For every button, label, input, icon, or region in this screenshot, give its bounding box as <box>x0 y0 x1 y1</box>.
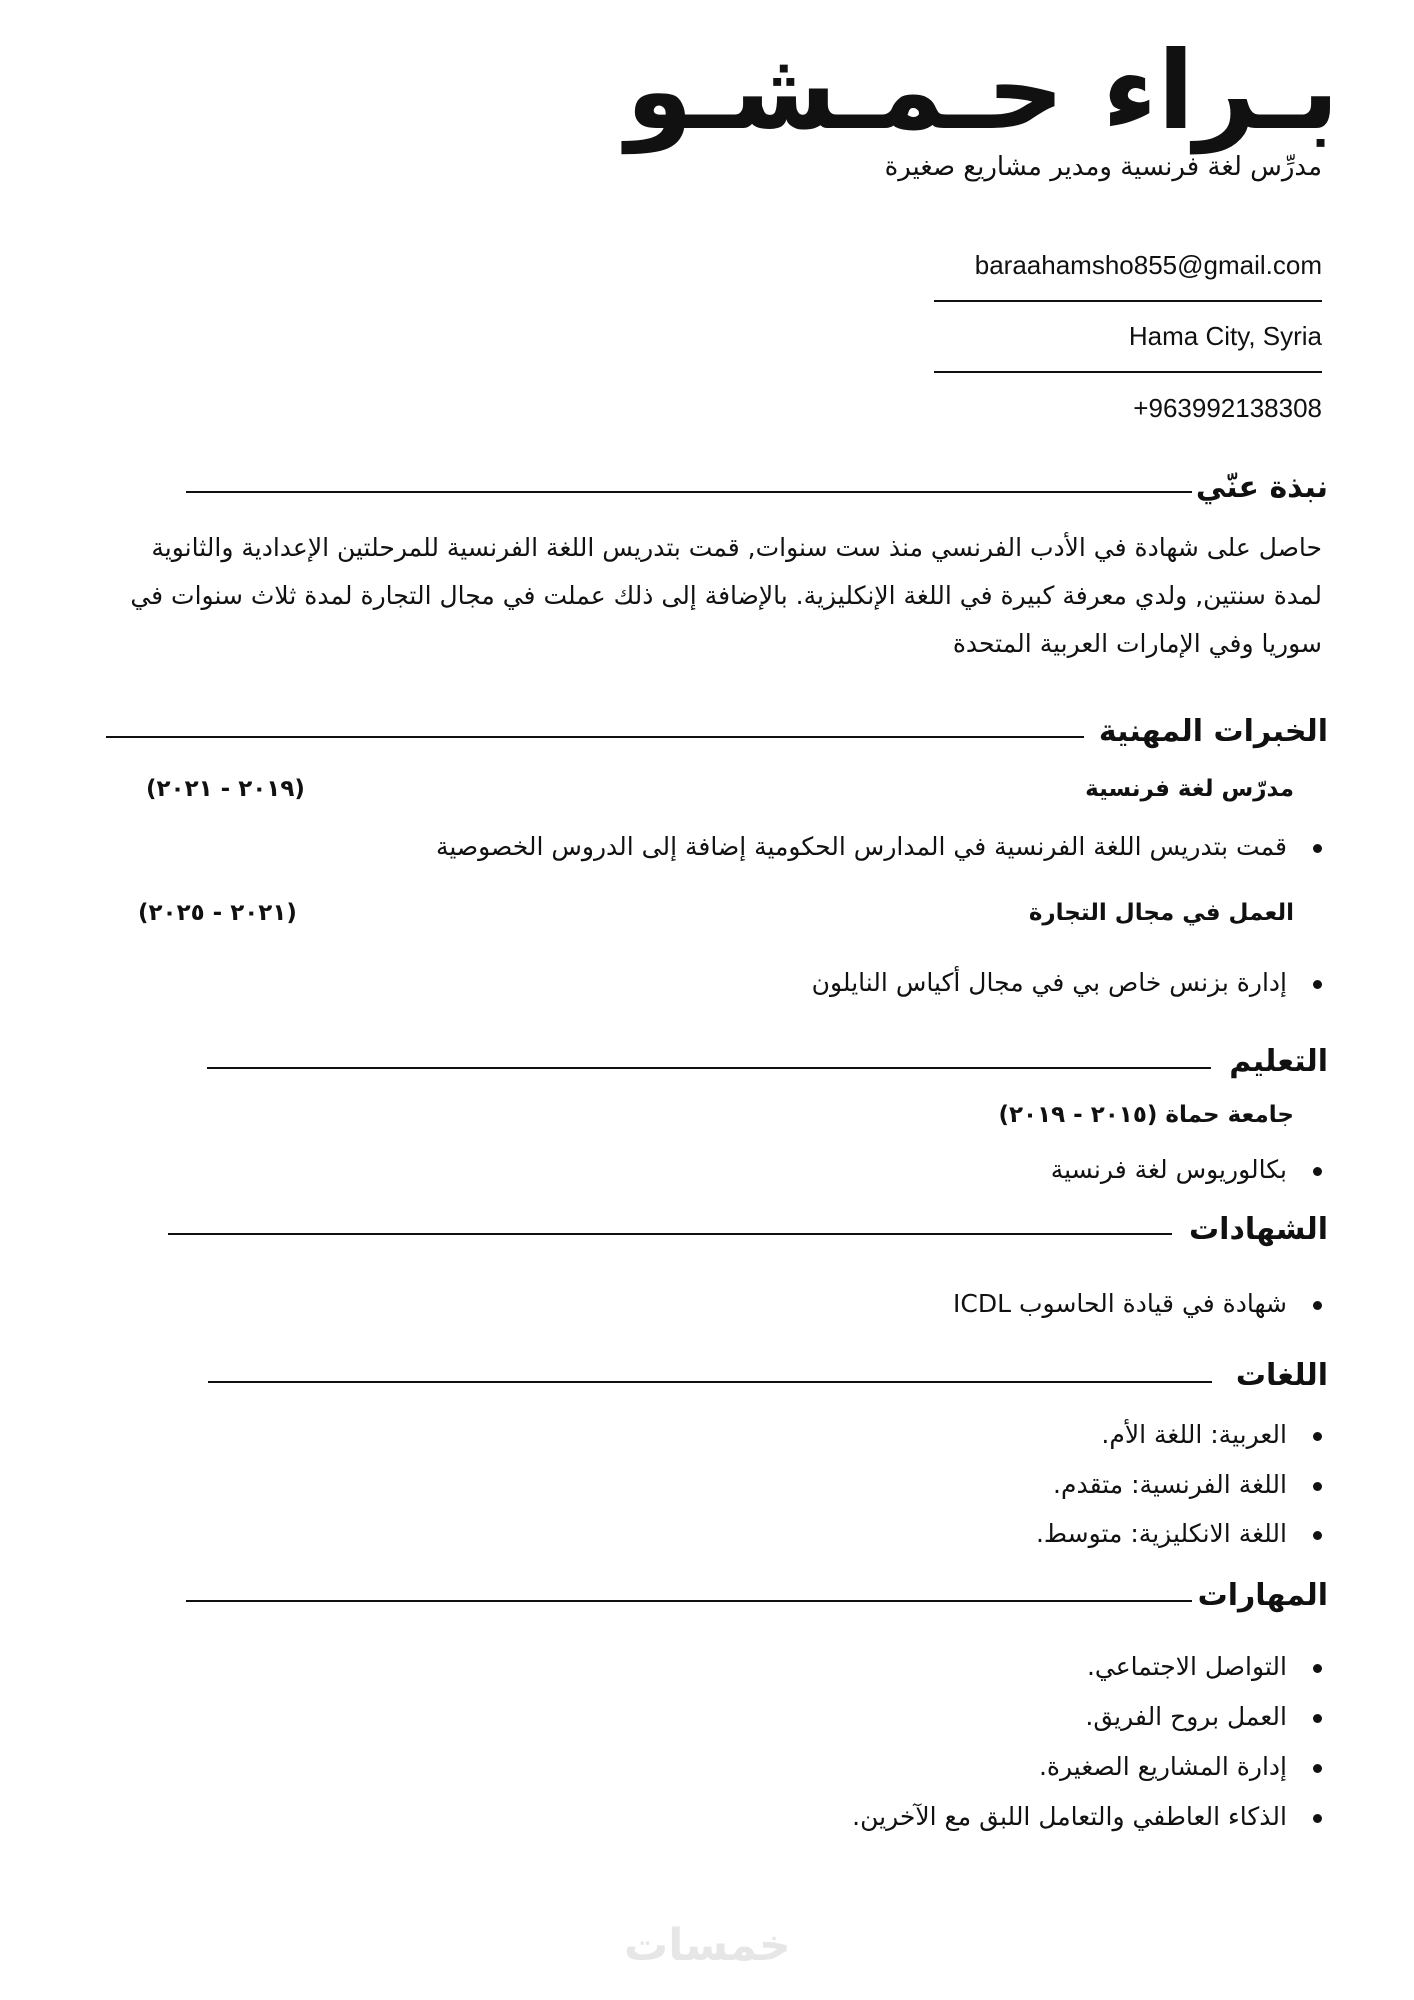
location: Hama City, Syria <box>1128 321 1322 351</box>
list-item: إدارة بزنس خاص بي في مجال أكياس النايلون <box>812 968 1322 997</box>
list-item: التواصل الاجتماعي. <box>1087 1652 1322 1681</box>
bullet-icon <box>1313 1764 1322 1773</box>
list-item: الذكاء العاطفي والتعامل اللبق مع الآخرين. <box>852 1802 1322 1831</box>
bullet-icon <box>1313 1301 1322 1310</box>
section-title-experience: الخبرات المهنية <box>1098 714 1328 749</box>
bullet-icon <box>1313 1482 1322 1491</box>
job-title: العمل في مجال التجارة <box>1028 900 1294 926</box>
section-title-about: نبذة عنّي <box>1195 470 1328 505</box>
bullet-icon <box>1313 1432 1322 1441</box>
list-item: إدارة المشاريع الصغيرة. <box>1039 1752 1322 1781</box>
section-divider <box>186 491 1192 493</box>
about-line: لمدة سنتين, ولدي معرفة كبيرة في اللغة الإنكليزية. بالإضافة إلى ذلك عملت في مجال التجارة لمدة ثلاث سنوات في <box>130 581 1322 610</box>
list-item: شهادة في قيادة الحاسوب ICDL <box>953 1289 1322 1318</box>
job-date: (٢٠٢١ - ٢٠٢٥) <box>138 900 297 926</box>
bullet-icon <box>1313 1167 1322 1176</box>
bullet-icon <box>1313 1664 1322 1673</box>
list-item: العمل بروح الفريق. <box>1085 1702 1322 1731</box>
section-title-skills: المهارات <box>1197 1578 1328 1613</box>
list-item: بكالوريوس لغة فرنسية <box>1051 1155 1322 1184</box>
candidate-name: بـراء حـمـشـو <box>625 29 1339 154</box>
bullet-icon <box>1313 1714 1322 1723</box>
bullet-icon <box>1313 980 1322 989</box>
contact-divider <box>934 371 1322 373</box>
list-item: اللغة الفرنسية: متقدم. <box>1053 1470 1322 1499</box>
job-date: (٢٠١٩ - ٢٠٢١) <box>146 776 305 802</box>
section-title-languages: اللغات <box>1235 1358 1328 1393</box>
email-address[interactable]: baraahamsho855@gmail.com <box>974 250 1322 280</box>
section-divider <box>168 1233 1172 1235</box>
contact-divider <box>934 300 1322 302</box>
section-title-certificates: الشهادات <box>1189 1212 1328 1247</box>
job-title: مدرّس لغة فرنسية <box>1085 776 1294 802</box>
list-item: قمت بتدريس اللغة الفرنسية في المدارس الحكومية إضافة إلى الدروس الخصوصية <box>436 832 1322 861</box>
section-divider <box>106 736 1084 738</box>
education-school: جامعة حماة (٢٠١٥ - ٢٠١٩) <box>998 1102 1294 1128</box>
section-title-education: التعليم <box>1229 1044 1328 1079</box>
job-subtitle: مدرِّس لغة فرنسية ومدير مشاريع صغيرة <box>884 152 1322 182</box>
bullet-icon <box>1313 1814 1322 1823</box>
section-divider <box>207 1067 1211 1069</box>
list-item: اللغة الانكليزية: متوسط. <box>1036 1519 1322 1548</box>
section-divider <box>186 1600 1192 1602</box>
about-line: سوريا وفي الإمارات العربية المتحدة <box>952 629 1322 658</box>
list-item: العربية: اللغة الأم. <box>1101 1420 1322 1449</box>
phone-number[interactable]: +963992138308 <box>1133 393 1322 423</box>
bullet-icon <box>1313 844 1322 853</box>
section-divider <box>208 1381 1212 1383</box>
about-line: حاصل على شهادة في الأدب الفرنسي منذ ست سنوات, قمت بتدريس اللغة الفرنسية للمرحلتين الإعدادية والثانوية <box>151 533 1322 562</box>
watermark-logo: خمسات <box>624 1920 791 1971</box>
about-paragraph <box>82 524 1322 668</box>
bullet-icon <box>1313 1531 1322 1540</box>
